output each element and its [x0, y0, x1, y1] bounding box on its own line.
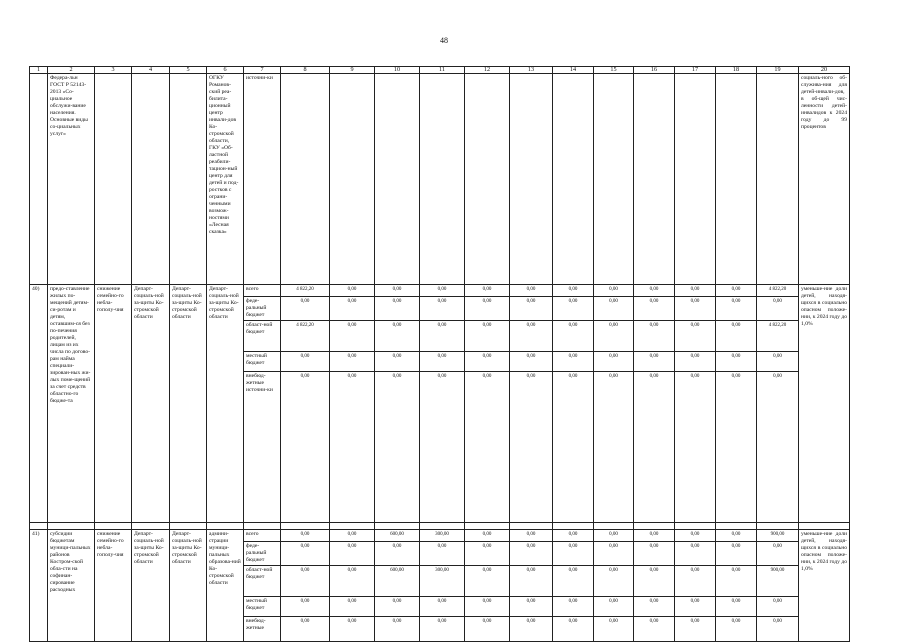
- col-header: 1: [30, 67, 48, 74]
- amount-cell: 0,00: [465, 617, 510, 642]
- amount-cell: 0,00: [281, 542, 330, 566]
- amount-cell: 0,00: [553, 352, 594, 372]
- amount-cell: 0,00: [510, 542, 553, 566]
- source-label-cell: област-ной бюджет: [244, 321, 281, 352]
- amount-cell: 0,00: [594, 566, 634, 597]
- amount-cell: 0,00: [510, 597, 553, 617]
- executor-cell: Департ-социаль-ной за-щиты Ко-стромской области: [132, 530, 170, 642]
- amount-cell: 0,00: [281, 297, 330, 321]
- source-label-cell: источни-ки: [244, 74, 281, 285]
- continuation-row: [30, 74, 850, 285]
- amount-cell: 0,00: [420, 597, 465, 617]
- amount-cell: 0,00: [465, 566, 510, 597]
- table-row: [30, 285, 850, 297]
- amount-cell: 0,00: [510, 372, 553, 523]
- amount-cell: 0,00: [465, 372, 510, 523]
- executor-cell: Департ-социаль-ной за-щиты Ко-стромской области: [132, 285, 170, 523]
- amount-cell: 0,00: [716, 285, 757, 297]
- amount-cell: 0,00: [675, 597, 716, 617]
- amount-cell: 0,00: [281, 352, 330, 372]
- amount-cell: 0,00: [594, 597, 634, 617]
- col-header: 8: [281, 67, 330, 74]
- amount-cell: 0,00: [634, 617, 675, 642]
- amount-cell: 0,00: [465, 297, 510, 321]
- col-header: 9: [330, 67, 375, 74]
- amount-cell: 0,00: [465, 530, 510, 542]
- amount-cell: 0,00: [757, 617, 799, 642]
- amount-cell: 0,00: [510, 617, 553, 642]
- amount-cell: 0,00: [330, 297, 375, 321]
- col-header: 2: [48, 67, 95, 74]
- amount-cell: 4 822,20: [281, 285, 330, 297]
- amount-cell: 0,00: [757, 372, 799, 523]
- amount-cell: 0,00: [281, 566, 330, 597]
- source-label-cell: феде-ральный бюджет: [244, 542, 281, 566]
- amount-cell: 0,00: [510, 566, 553, 597]
- amount-cell: 0,00: [716, 617, 757, 642]
- amount-cell: 0,00: [716, 352, 757, 372]
- col-header: 16: [634, 67, 675, 74]
- col-header: 17: [675, 67, 716, 74]
- result-cell: уменьше-ние доли детей, находя-щихся в социально опасном положе-нии, к 2024 году до 1,0%: [799, 530, 850, 642]
- measure-name-cell: субсидии бюджетам муници-пальных районов Костром-ской обла-сти на софинан-сирование расходных: [48, 530, 95, 642]
- goal-cell: снижение семейно-го небла-гополу-чия: [95, 285, 132, 523]
- result-cell: уменьше-ние доли детей, находя-щихся в социально опасном положе-нии, к 2024 году до 1,0%: [799, 285, 850, 523]
- amount-cell: 0,00: [330, 542, 375, 566]
- amount-cell: 0,00: [675, 372, 716, 523]
- amount-cell: 0,00: [330, 530, 375, 542]
- amount-cell: 0,00: [553, 566, 594, 597]
- amount-cell: 0,00: [510, 297, 553, 321]
- amount-cell: 0,00: [594, 352, 634, 372]
- col-header: 5: [170, 67, 207, 74]
- amount-cell: 0,00: [594, 297, 634, 321]
- amount-cell: 0,00: [553, 542, 594, 566]
- amount-cell: 300,00: [420, 530, 465, 542]
- amount-cell: 0,00: [675, 566, 716, 597]
- amount-cell: 4 822,20: [281, 321, 330, 352]
- amount-cell: 0,00: [465, 597, 510, 617]
- amount-cell: 0,00: [510, 530, 553, 542]
- amount-cell: 0,00: [675, 542, 716, 566]
- amount-cell: 0,00: [757, 352, 799, 372]
- amount-cell: 0,00: [375, 321, 420, 352]
- header-row: [30, 67, 850, 74]
- amount-cell: 0,00: [757, 297, 799, 321]
- amount-cell: 0,00: [465, 352, 510, 372]
- amount-cell: 0,00: [510, 352, 553, 372]
- amount-cell: 0,00: [594, 530, 634, 542]
- amount-cell: 900,00: [757, 566, 799, 597]
- col-header: 20: [799, 67, 850, 74]
- amount-cell: 300,00: [420, 566, 465, 597]
- amount-cell: 0,00: [716, 321, 757, 352]
- amount-cell: 0,00: [757, 597, 799, 617]
- amount-cell: 0,00: [465, 321, 510, 352]
- amount-cell: 0,00: [330, 352, 375, 372]
- amount-cell: 900,00: [757, 530, 799, 542]
- amount-cell: 0,00: [634, 321, 675, 352]
- amount-cell: 0,00: [675, 297, 716, 321]
- source-label-cell: внебюд-жетные источни-ки: [244, 372, 281, 523]
- amount-cell: 0,00: [716, 372, 757, 523]
- amount-cell: 0,00: [634, 530, 675, 542]
- amount-cell: 0,00: [281, 530, 330, 542]
- amount-cell: 0,00: [634, 352, 675, 372]
- executor-cell: Департ-социаль-ной за-щиты Ко-стромской области: [207, 285, 244, 523]
- source-label-cell: област-ной бюджет: [244, 566, 281, 597]
- amount-cell: 0,00: [716, 597, 757, 617]
- amount-cell: 0,00: [420, 285, 465, 297]
- source-label-cell: всего: [244, 530, 281, 542]
- amount-cell: 0,00: [330, 566, 375, 597]
- amount-cell: 0,00: [553, 285, 594, 297]
- amount-cell: 0,00: [465, 542, 510, 566]
- col-header: 11: [420, 67, 465, 74]
- amount-cell: 0,00: [330, 285, 375, 297]
- amount-cell: 0,00: [553, 530, 594, 542]
- executor-cell: админи-страции муници-пальных образова-ний Ко-стромской области: [207, 530, 244, 642]
- budget-table: [29, 66, 850, 642]
- col-header: 15: [594, 67, 634, 74]
- col-header: 10: [375, 67, 420, 74]
- col-header: 6: [207, 67, 244, 74]
- amount-cell: 0,00: [375, 372, 420, 523]
- amount-cell: 0,00: [330, 597, 375, 617]
- amount-cell: 0,00: [634, 542, 675, 566]
- measure-name-cell: предо-ставление жилых по-мещений детям-си-ротам и детям, оставшим-ся без по-печения родителей, лицам из их числа по догово-рам найма специали-зирован-ных жи-лых поме-щений за счет средств областно-го бюдже-та: [48, 285, 95, 523]
- amount-cell: 4 822,20: [757, 285, 799, 297]
- amount-cell: 0,00: [675, 617, 716, 642]
- amount-cell: 0,00: [553, 372, 594, 523]
- amount-cell: 0,00: [716, 566, 757, 597]
- executor-cell: Департ-социаль-ной за-щиты Ко-стромской области: [170, 285, 207, 523]
- amount-cell: 0,00: [330, 372, 375, 523]
- amount-cell: 0,00: [553, 617, 594, 642]
- amount-cell: 0,00: [420, 321, 465, 352]
- amount-cell: 4 822,20: [757, 321, 799, 352]
- amount-cell: 0,00: [375, 597, 420, 617]
- amount-cell: 0,00: [510, 321, 553, 352]
- amount-cell: 0,00: [375, 352, 420, 372]
- amount-cell: 0,00: [634, 566, 675, 597]
- amount-cell: 0,00: [594, 372, 634, 523]
- amount-cell: 0,00: [634, 372, 675, 523]
- amount-cell: 0,00: [375, 617, 420, 642]
- amount-cell: 0,00: [375, 542, 420, 566]
- amount-cell: 0,00: [594, 542, 634, 566]
- amount-cell: 600,00: [375, 530, 420, 542]
- amount-cell: 0,00: [634, 297, 675, 321]
- col-header: 7: [244, 67, 281, 74]
- measure-name-cell: Федера-льн ГОСТ Р 52143-2013 «Со-циальное обслужи-вание населения. Основные виды со-циальных услуг»: [48, 74, 95, 285]
- row-number: 41): [30, 530, 48, 642]
- amount-cell: 0,00: [594, 285, 634, 297]
- col-header: 13: [510, 67, 553, 74]
- amount-cell: 0,00: [281, 597, 330, 617]
- source-label-cell: всего: [244, 285, 281, 297]
- amount-cell: 0,00: [375, 297, 420, 321]
- source-label-cell: внебюд-жетные: [244, 617, 281, 642]
- amount-cell: 0,00: [281, 617, 330, 642]
- source-label-cell: феде-ральный бюджет: [244, 297, 281, 321]
- amount-cell: 0,00: [465, 285, 510, 297]
- col-header: 19: [757, 67, 799, 74]
- row-number: 40): [30, 285, 48, 523]
- result-cell: социаль-ного об-служива-ния для детей-инвали-дов, в об-щей чис-ленности детей-инвалидов к 2024 году до 99 процентов: [799, 74, 850, 285]
- amount-cell: 600,00: [375, 566, 420, 597]
- amount-cell: 0,00: [634, 597, 675, 617]
- amount-cell: 0,00: [716, 297, 757, 321]
- amount-cell: 0,00: [675, 285, 716, 297]
- amount-cell: 0,00: [330, 617, 375, 642]
- amount-cell: 0,00: [553, 597, 594, 617]
- executor-cell: ОГКУ Романов-ский реа-билита-ционный центр инвали-дов Ко-стромской области, ГКУ «Об-ластной реабили-тацион-ный центр для детей и под-ростков с ограни-ченными возмож-ностями «Лесная сказка»: [207, 74, 244, 285]
- amount-cell: 0,00: [716, 542, 757, 566]
- amount-cell: 0,00: [420, 372, 465, 523]
- amount-cell: 0,00: [330, 321, 375, 352]
- amount-cell: 0,00: [281, 372, 330, 523]
- amount-cell: 0,00: [553, 321, 594, 352]
- source-label-cell: местный бюджет: [244, 352, 281, 372]
- col-header: 3: [95, 67, 132, 74]
- page-number: 48: [440, 36, 448, 45]
- col-header: 18: [716, 67, 757, 74]
- amount-cell: 0,00: [420, 542, 465, 566]
- amount-cell: 0,00: [510, 285, 553, 297]
- amount-cell: 0,00: [675, 530, 716, 542]
- goal-cell: снижение семейно-го небла-гополу-чия: [95, 530, 132, 642]
- amount-cell: 0,00: [675, 321, 716, 352]
- amount-cell: 0,00: [375, 285, 420, 297]
- amount-cell: 0,00: [553, 297, 594, 321]
- col-header: 4: [132, 67, 170, 74]
- amount-cell: 0,00: [716, 530, 757, 542]
- row-gap: [30, 523, 850, 530]
- col-header: 12: [465, 67, 510, 74]
- amount-cell: 0,00: [675, 352, 716, 372]
- table-row: [30, 530, 850, 542]
- amount-cell: 0,00: [594, 617, 634, 642]
- amount-cell: 0,00: [757, 542, 799, 566]
- amount-cell: 0,00: [594, 321, 634, 352]
- amount-cell: 0,00: [634, 285, 675, 297]
- source-label-cell: местный бюджет: [244, 597, 281, 617]
- amount-cell: 0,00: [420, 617, 465, 642]
- amount-cell: 0,00: [420, 297, 465, 321]
- executor-cell: Департ-социаль-ной за-щиты Ко-стромской области: [170, 530, 207, 642]
- amount-cell: 0,00: [420, 352, 465, 372]
- col-header: 14: [553, 67, 594, 74]
